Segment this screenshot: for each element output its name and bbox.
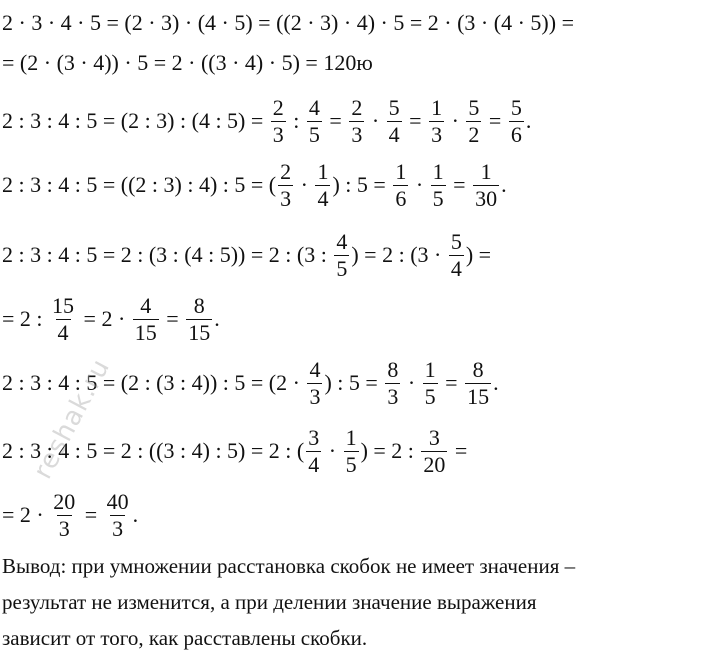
fraction: $\frac{8}{15}$: [467, 356, 490, 409]
fraction: $\frac{2}{3}$: [280, 158, 292, 211]
expr-1d: (3 · (4 · 5)): [457, 10, 557, 35]
conclusion-text: [2, 548, 714, 656]
equation-line-3: 2 : 3 : 4 : 5 = (2 : 3) : (4 : 5) = $\frac{2}{3}$ : $\frac{4}{5}$ = $\frac{2}{3}$ · $\frac{5}{4}$ = $\frac{1}{3}$ · $\frac{5}{2}$ = $\frac{5}{6}$ .: [2, 94, 532, 147]
expr-1c: · 5 = 2 ·: [375, 10, 458, 35]
expr-1b: ((2 · 3) · 4): [276, 10, 376, 35]
fraction: $\frac{3}{4}$: [308, 424, 320, 477]
expr-2c: · 5 = 2 ·: [118, 50, 201, 75]
equation-line-5: 2 : 3 : 4 : 5 = 2 : (3 : (4 : 5)) = 2 : (3 : $\frac{4}{5}$ ) = 2 : (3 · $\frac{5}{4}$ ) =: [2, 228, 492, 281]
expr-2d: ((3 · 4) · 5): [200, 50, 300, 75]
equation-line-6: = 2 : $\frac{15}{4}$ = 2 · $\frac{4}{15}$ = $\frac{8}{15}$ .: [2, 292, 220, 345]
equation-line-9: = 2 · $\frac{20}{3}$ = $\frac{40}{3}$ .: [2, 488, 139, 541]
fraction: $\frac{1}{30}$: [475, 158, 498, 211]
fraction: $\frac{8}{15}$: [188, 292, 211, 345]
equation-line-2: [2, 40, 373, 86]
fraction: $\frac{5}{6}$: [510, 94, 522, 147]
fraction: $\frac{3}{20}$: [423, 424, 446, 477]
expr-1e: =: [556, 10, 574, 35]
expr-2a: =: [2, 50, 20, 75]
fraction: $\frac{4}{5}$: [308, 94, 320, 147]
fraction: $\frac{1}{5}$: [432, 158, 444, 211]
fraction: $\frac{4}{5}$: [336, 228, 348, 281]
equation-line-4: 2 : 3 : 4 : 5 = ((2 : 3) : 4) : 5 = ( $\frac{2}{3}$ · $\frac{1}{4}$ ) : 5 = $\frac{1}{6}$ · $\frac{1}{5}$ = $\frac{1}{30}$ .: [2, 158, 507, 211]
fraction: $\frac{4}{15}$: [134, 292, 157, 345]
fraction: $\frac{20}{3}$: [53, 488, 76, 541]
fraction: $\frac{2}{3}$: [351, 94, 363, 147]
fraction: $\frac{1}{3}$: [431, 94, 443, 147]
fraction: $\frac{1}{5}$: [424, 356, 436, 409]
fraction: $\frac{1}{4}$: [317, 158, 329, 211]
fraction: $\frac{2}{3}$: [272, 94, 284, 147]
fraction: $\frac{4}{3}$: [309, 356, 321, 409]
equation-line-7: 2 : 3 : 4 : 5 = (2 : (3 : 4)) : 5 = (2 · $\frac{4}{3}$ ) : 5 = $\frac{8}{3}$ · $\frac{1}{5}$ = $\frac{8}{15}$ .: [2, 356, 499, 409]
expr-1a: 2 · 3 · 4 · 5 = (2 · 3) · (4 · 5) =: [2, 10, 277, 35]
fraction: $\frac{1}{5}$: [345, 424, 357, 477]
equation-line-8: 2 : 3 : 4 : 5 = 2 : ((3 : 4) : 5) = 2 : ( $\frac{3}{4}$ · $\frac{1}{5}$ ) = 2 : $\frac{3}{20}$ =: [2, 424, 468, 477]
fraction: $\frac{5}{2}$: [468, 94, 480, 147]
expr-2e: = 120ю: [299, 50, 373, 75]
conclusion-line-1: Вывод: при умножении расстановка скобок не имеет значения –: [2, 554, 576, 578]
expr-2b: (2 · (3 · 4)): [19, 50, 119, 75]
fraction: $\frac{15}{4}$: [52, 292, 75, 345]
conclusion-line-2: результат не изменится, а при делении значение выражения: [2, 590, 537, 614]
fraction: $\frac{5}{4}$: [450, 228, 462, 281]
watermark: reshak.ru: [28, 353, 117, 485]
fraction: $\frac{40}{3}$: [106, 488, 129, 541]
expr-3-pre: 2 : 3 : 4 : 5 = (2 : 3) : (4 : 5) =: [2, 108, 269, 133]
fraction: $\frac{8}{3}$: [387, 356, 399, 409]
fraction: $\frac{5}{4}$: [388, 94, 400, 147]
fraction: $\frac{1}{6}$: [395, 158, 407, 211]
conclusion-line-3: зависит от того, как расставлены скобки.: [2, 626, 368, 650]
